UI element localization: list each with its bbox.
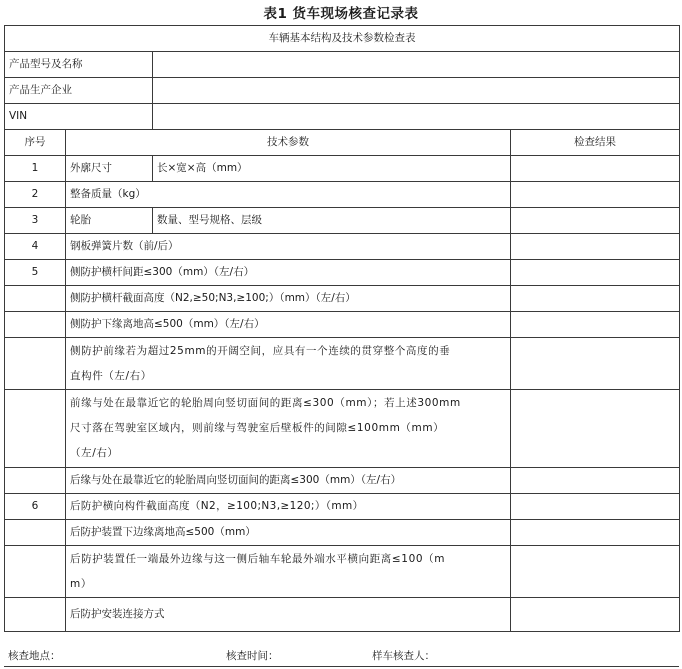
row-item: 后防护装置下边缘离地高≤500（mm） <box>66 520 511 546</box>
row-item: 整备质量（kg） <box>66 182 511 208</box>
vin-row <box>5 104 680 130</box>
result-cell[interactable] <box>511 156 680 182</box>
table-row <box>5 390 680 468</box>
table-row <box>5 208 680 234</box>
result-cell[interactable] <box>511 234 680 260</box>
row-seq-empty <box>5 286 66 312</box>
footer-location-label: 核查地点： <box>8 650 61 662</box>
manufacturer-value-cell[interactable] <box>153 78 680 104</box>
row-seq-empty <box>5 338 66 390</box>
row-seq-empty <box>5 390 66 468</box>
row-seq: 2 <box>5 182 66 208</box>
result-cell[interactable] <box>511 260 680 286</box>
row-seq: 6 <box>5 494 66 520</box>
row-item: 轮胎 <box>66 208 153 234</box>
footer-divider <box>4 666 679 667</box>
row-detail: 数量、型号规格、层级 <box>153 208 511 234</box>
row-seq: 1 <box>5 156 66 182</box>
result-cell[interactable] <box>511 520 680 546</box>
row-item-line: 后防护装置任一端最外边缘与这一侧后轴车轮最外端水平横向距离≤100（m <box>70 552 446 565</box>
row-seq-empty <box>5 598 66 632</box>
row-seq: 5 <box>5 260 66 286</box>
result-cell[interactable] <box>511 468 680 494</box>
column-header-row <box>5 130 680 156</box>
model-label: 产品型号及名称 <box>5 52 153 78</box>
row-item <box>66 390 511 468</box>
row-item: 侧防护横杆截面高度（N2,≥50;N3,≥100;）（mm）（左/右） <box>66 286 511 312</box>
row-item-line: （左/右） <box>70 447 119 459</box>
row-seq-empty <box>5 312 66 338</box>
row-seq-empty <box>5 520 66 546</box>
column-header-result: 检查结果 <box>511 130 680 156</box>
result-cell[interactable] <box>511 390 680 468</box>
row-item: 侧防护下缘离地高≤500（mm）（左/右） <box>66 312 511 338</box>
result-cell[interactable] <box>511 598 680 632</box>
table-row <box>5 182 680 208</box>
table-row <box>5 468 680 494</box>
row-item <box>66 546 511 598</box>
row-item: 外廓尺寸 <box>66 156 153 182</box>
result-cell[interactable] <box>511 312 680 338</box>
table-row <box>5 234 680 260</box>
table-row <box>5 338 680 390</box>
inspection-table <box>4 25 680 632</box>
row-detail: 长×宽×高（mm） <box>153 156 511 182</box>
result-cell[interactable] <box>511 286 680 312</box>
row-item: 后防护横向构件截面高度（N2，≥100;N3,≥120;）（mm） <box>66 494 511 520</box>
table-row <box>5 598 680 632</box>
row-seq-empty <box>5 546 66 598</box>
table-heading-row <box>5 26 680 52</box>
result-cell[interactable] <box>511 494 680 520</box>
result-cell[interactable] <box>511 208 680 234</box>
vin-label: VIN <box>5 104 153 130</box>
table-row <box>5 156 680 182</box>
row-item-line: m） <box>70 577 92 590</box>
row-item: 侧防护横杆间距≤300（mm）（左/右） <box>66 260 511 286</box>
manufacturer-row <box>5 78 680 104</box>
model-value-cell[interactable] <box>153 52 680 78</box>
result-cell[interactable] <box>511 546 680 598</box>
row-item-line: 侧防护前缘若为超过25mm的开阔空间，应具有一个连续的贯穿整个高度的垂 <box>70 344 451 357</box>
row-item: 后缘与处在最靠近它的轮胎周向竖切面间的距离≤300（mm）（左/右） <box>66 468 511 494</box>
row-item-line: 直构件（左/右） <box>70 369 152 382</box>
document-title: 表1 货车现场核查记录表 <box>263 6 419 22</box>
footer-inspector-label: 样车核查人： <box>372 650 435 662</box>
result-cell[interactable] <box>511 338 680 390</box>
footer-time-label: 核查时间： <box>226 650 279 662</box>
row-item-line: 尺寸落在驾驶室区域内，则前缘与驾驶室后壁板件的间隙≤100mm（mm） <box>70 422 445 434</box>
row-seq-empty <box>5 468 66 494</box>
table-row <box>5 312 680 338</box>
row-item: 后防护安装连接方式 <box>66 598 511 632</box>
table-row <box>5 494 680 520</box>
column-header-seq: 序号 <box>5 130 66 156</box>
table-row <box>5 260 680 286</box>
column-header-params: 技术参数 <box>66 130 511 156</box>
result-cell[interactable] <box>511 182 680 208</box>
footer <box>4 646 679 666</box>
row-item <box>66 338 511 390</box>
row-seq: 3 <box>5 208 66 234</box>
row-item-line: 前缘与处在最靠近它的轮胎周向竖切面间的距离≤300（mm）；若上述300mm <box>70 397 461 409</box>
vin-value-cell[interactable] <box>153 104 680 130</box>
table-row <box>5 286 680 312</box>
row-item: 钢板弹簧片数（前/后） <box>66 234 511 260</box>
manufacturer-label: 产品生产企业 <box>5 78 153 104</box>
table-row <box>5 520 680 546</box>
row-seq: 4 <box>5 234 66 260</box>
table-heading: 车辆基本结构及技术参数检查表 <box>5 26 680 52</box>
model-row <box>5 52 680 78</box>
table-row <box>5 546 680 598</box>
